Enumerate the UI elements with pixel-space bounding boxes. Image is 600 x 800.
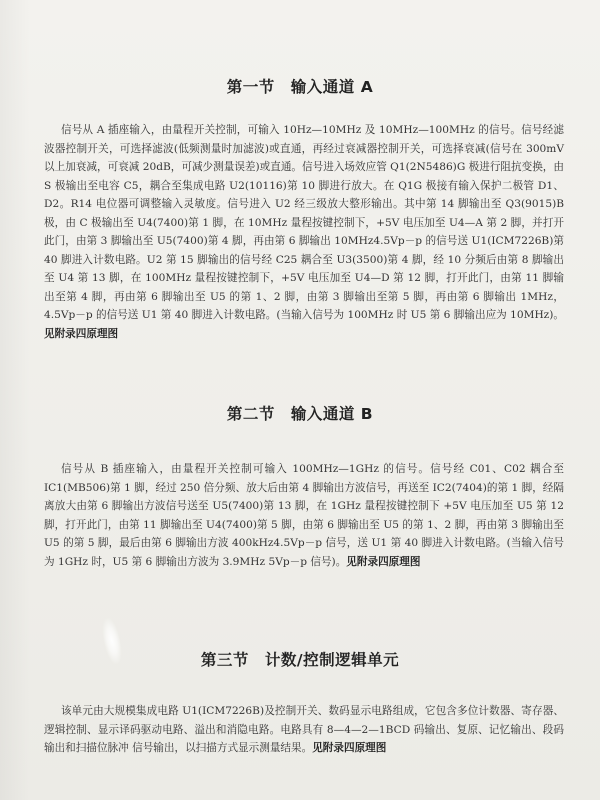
section-body-2 bbox=[44, 460, 564, 571]
section-heading-2 bbox=[0, 402, 600, 424]
section-number: 第一节 bbox=[226, 78, 275, 96]
appendix-reference: 见附录四原理图 bbox=[346, 555, 421, 568]
section-number: 第三节 bbox=[200, 651, 249, 669]
section-heading-1 bbox=[0, 75, 600, 97]
section-heading bbox=[0, 402, 600, 424]
section-title: 输入通道 A bbox=[290, 78, 374, 96]
appendix-reference: 见附录四原理图 bbox=[312, 742, 387, 754]
appendix-reference: 见附录四原理图 bbox=[44, 327, 119, 340]
body-text: 信号从 B 插座输入，由量程开关控制可输入 100MHz—1GHz 的信号。信号经 C01、C02 耦合至 IC1(MB506)第 1 脚，经过 250 倍分频、放大后由第 4 脚输出方波信号，再送至 IC2(7404)的第 1 脚，经隔离放大由第 6 脚输出方波信号送至 U5(7400)第 13 脚，在 1GHz 量程按键控制下 +5V 电压加至 U5 第 12 脚，打开此门，由第 11 脚输出至 U4(7400)第 5 脚，由第 6 脚输出至 U5 的第 1、2 脚，再由第 3 脚输出至 U5 的第 5 脚，最后由第 6 脚输出方波 400kHz4.5Vp－p 信号，送 U1 第 40 脚进入计数电路。(当输入信号为 1GHz 时，U5 第 6 脚输出方波为 3.9MHz 5Vp－p 信号)。 bbox=[44, 463, 564, 568]
body-text: 该单元由大规模集成电路 U1(ICM7226B)及控制开关、数码显示电路组成，它包含多位计数器、寄存器、逻辑控制、显示译码驱动电路、溢出和消隐电路。电路具有 8—4—2—1BCD 码输出、复原、记忆输出、段码输出和扫描位脉冲 信号输出，以扫描方式显示测量结果。 bbox=[44, 705, 564, 754]
section-title: 输入通道 B bbox=[290, 405, 374, 423]
body-text: 信号从 A 插座输入，由量程开关控制，可输入 10Hz—10MHz 及 10MHz—100MHz 的信号。信号经滤波器控制开关，可选择滤波(低频测量时加滤波)或直通，再经过衰减器控制开关，可选择衰减(信号在 300mV 以上加衰减，可衰减 20dB，可减少测量误差)或直通。信号进入场效应管 Q1(2N5486)G 极进行阻抗变换，由 S 极输出至电容 C5，耦合至集成电路 U2(10116)第 10 脚进行放大。在 Q1G 极接有输入保护二极管 D1、D2。R14 电位器可调整输入灵敏度。信号进入 U2 经三级放大整形输出。其中第 14 脚输出至 Q3(9015)B 极，由 C 极输出至 U4(7400)第 1 脚，在 10MHz 量程按键控制下，+5V 电压加至 U4—A 第 2 脚，并打开此门，由第 3 脚输出至 U5(7400)第 4 脚，再由第 6 脚输出 10MHz4.5Vp－p 的信号送 U1(ICM7226B)第 40 脚进入计数电路。U2 第 15 脚输出的信号经 C25 耦合至 U3(3500)第 4 脚，经 10 分频后由第 8 脚输出至 U4 第 13 脚，在 100MHz 量程按键控制下，+5V 电压加至 U4—D 第 12 脚，打开此门，由第 11 脚输出至第 4 脚，再由第 6 脚输出至 U5 的第 1、2 脚，由第 3 脚输出至第 5 脚，再由第 6 脚输出 1MHz，4.5Vp－p 的信号送 U1 第 40 脚进入计数电路。(当输入信号为 100MHz 时 U5 第 6 脚输出应为 10MHz)。 bbox=[44, 124, 564, 321]
section-body-1 bbox=[44, 121, 564, 343]
section-heading-3 bbox=[0, 648, 600, 670]
section-body-3 bbox=[44, 702, 564, 758]
section-title: 计数/控制逻辑单元 bbox=[264, 651, 400, 669]
section-heading bbox=[0, 648, 600, 670]
section-heading bbox=[0, 75, 600, 97]
section-number: 第二节 bbox=[226, 405, 275, 423]
